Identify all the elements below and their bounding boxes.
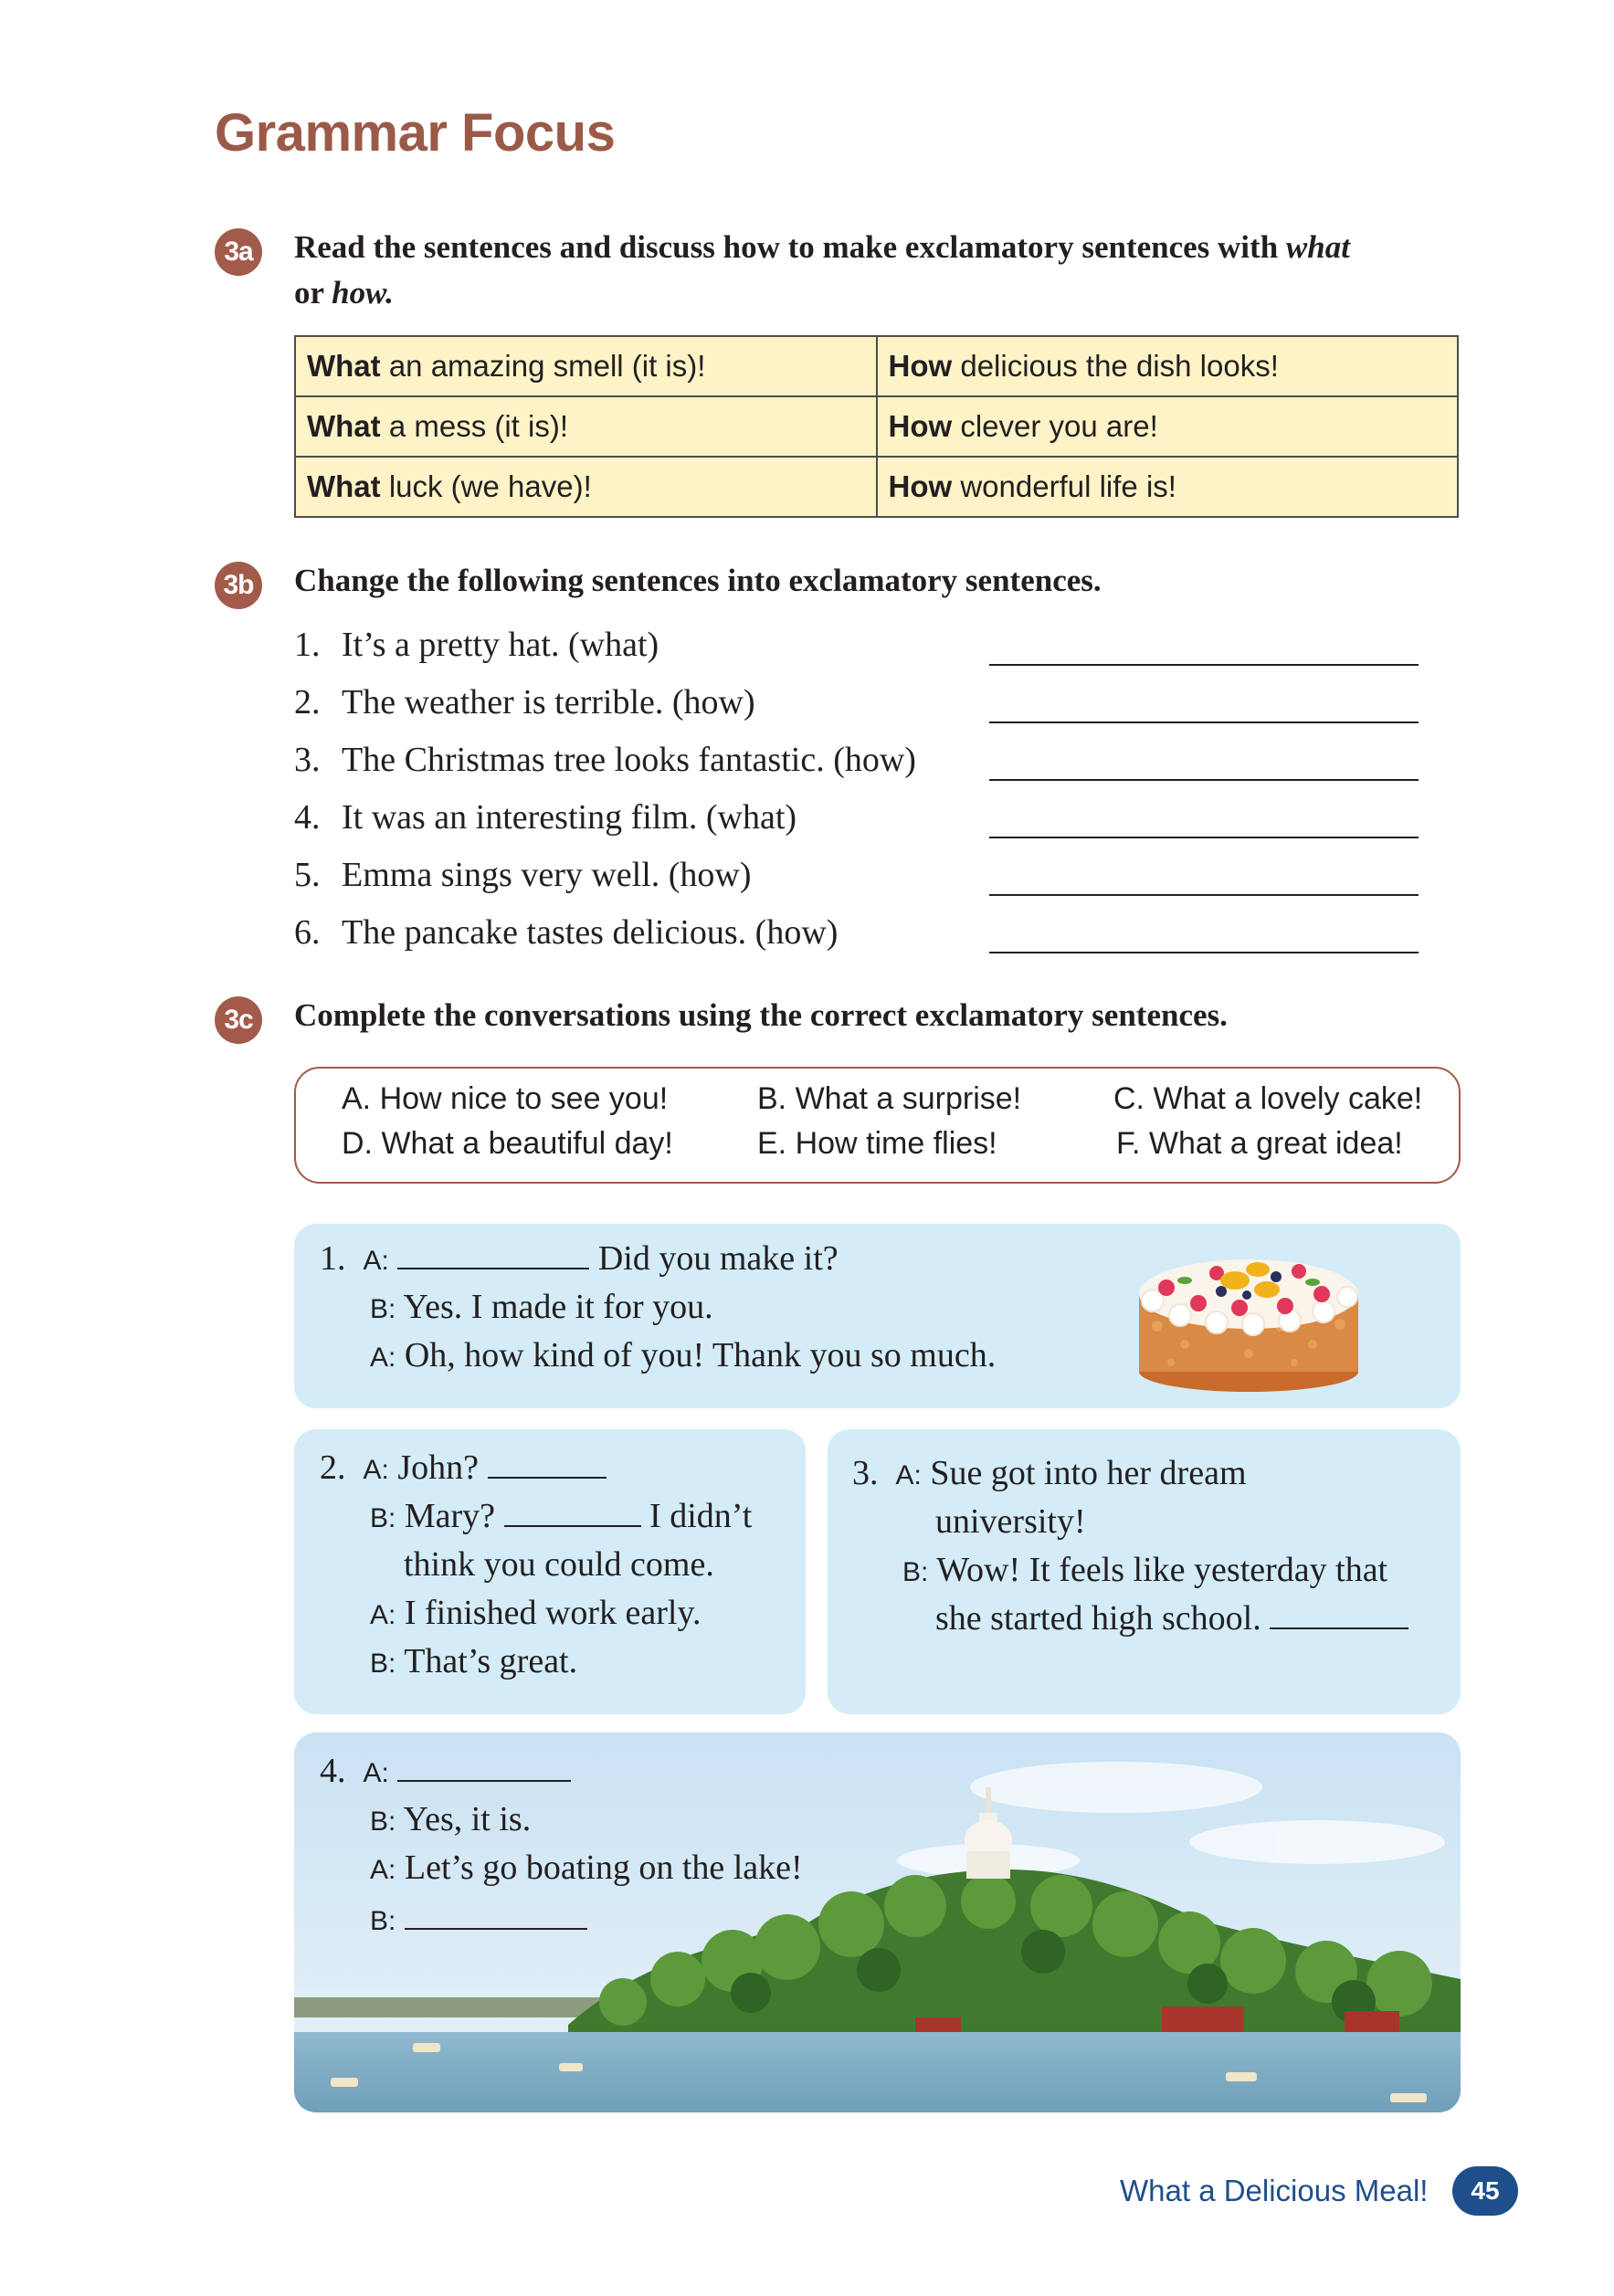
item-number: 4. xyxy=(294,798,321,837)
conversation-1-panel xyxy=(294,1224,1461,1408)
instruction-3a xyxy=(294,225,1482,316)
speaker-label: B: xyxy=(370,1294,396,1324)
conversation-2-panel xyxy=(294,1429,806,1714)
table-row xyxy=(295,457,1458,517)
conv1-line2 xyxy=(370,1287,713,1327)
table-cell xyxy=(877,396,1459,457)
list-item xyxy=(294,797,796,837)
option-text: How time flies! xyxy=(795,1126,997,1161)
conv-text: Oh, how kind of you! Thank you so much. xyxy=(404,1336,997,1374)
speaker-label: A: xyxy=(370,1600,396,1630)
item-text: The weather is terrible. (how) xyxy=(342,683,755,721)
conv1-line1 xyxy=(320,1238,839,1279)
bold-word: What xyxy=(307,409,381,443)
section-badge-3b: 3b xyxy=(215,562,262,609)
section-badge-3a: 3a xyxy=(215,228,262,276)
answer-line[interactable] xyxy=(989,837,1419,838)
option-label: C. xyxy=(1113,1081,1145,1116)
table-cell xyxy=(877,457,1459,517)
speaker-label: B: xyxy=(370,1648,396,1679)
instruction-3a-what: what xyxy=(1285,229,1350,265)
speaker-label: A: xyxy=(895,1460,922,1490)
cell-text: clever you are! xyxy=(952,409,1158,443)
conv3-line1-cont: university! xyxy=(935,1502,1086,1541)
item-text: The Christmas tree looks fantastic. (how) xyxy=(342,741,916,779)
bold-word: What xyxy=(307,469,381,503)
conv-number: 3. xyxy=(852,1454,879,1492)
speaker-label: B: xyxy=(370,1906,396,1936)
conv2-line2 xyxy=(370,1496,752,1536)
conv4-line1 xyxy=(320,1751,571,1791)
conv-text: That’s great. xyxy=(404,1642,578,1680)
conv-text: Yes. I made it for you. xyxy=(403,1288,713,1326)
option-d xyxy=(342,1126,673,1162)
footer-unit-title: What a Delicious Meal! xyxy=(1120,2174,1429,2207)
option-text: What a surprise! xyxy=(795,1081,1022,1116)
table-cell xyxy=(295,396,877,457)
conv1-line3 xyxy=(370,1335,996,1375)
conv-text: she started high school. xyxy=(935,1599,1261,1638)
item-text: It was an interesting film. (what) xyxy=(342,798,797,837)
examples-table xyxy=(294,335,1459,518)
cell-text: a mess (it is)! xyxy=(380,409,569,443)
cell-text: an amazing smell (it is)! xyxy=(380,349,706,383)
item-number: 6. xyxy=(294,913,321,952)
instruction-3a-or: or xyxy=(294,275,324,311)
option-text: What a beautiful day! xyxy=(381,1126,673,1161)
speaker-label: A: xyxy=(363,1758,389,1788)
item-number: 1. xyxy=(294,626,321,664)
option-b xyxy=(757,1081,1021,1117)
cell-text: delicious the dish looks! xyxy=(952,349,1279,383)
option-label: E. xyxy=(757,1126,787,1161)
bold-word: How xyxy=(888,409,953,443)
answer-blank[interactable] xyxy=(504,1500,641,1527)
answer-blank[interactable] xyxy=(1270,1602,1408,1629)
conv2-line1 xyxy=(320,1448,607,1488)
cake-icon xyxy=(1130,1224,1367,1399)
table-row xyxy=(295,336,1458,396)
instruction-3a-how: how. xyxy=(332,275,394,311)
conv3-line1 xyxy=(852,1453,1247,1493)
conv-text: Yes, it is. xyxy=(403,1800,532,1838)
conversation-4-panel xyxy=(294,1733,1461,2112)
bold-word: How xyxy=(888,469,953,503)
conv4-line2 xyxy=(370,1799,531,1839)
speaker-label: A: xyxy=(370,1855,396,1885)
list-item xyxy=(294,740,916,780)
conv-text: I finished work early. xyxy=(404,1594,702,1632)
conv3-line2 xyxy=(902,1550,1387,1590)
conv2-line2-cont: think you could come. xyxy=(404,1545,714,1584)
answer-blank[interactable] xyxy=(397,1242,589,1269)
conv4-line3 xyxy=(370,1848,803,1888)
list-item xyxy=(294,625,659,665)
option-text: What a great idea! xyxy=(1148,1126,1403,1161)
option-text: What a lovely cake! xyxy=(1153,1081,1423,1116)
conv-text: Did you make it? xyxy=(597,1239,839,1278)
page-title: Grammar Focus xyxy=(215,103,616,163)
conv4-line4 xyxy=(370,1899,587,1939)
list-item xyxy=(294,855,752,895)
conv-text: Mary? xyxy=(404,1497,496,1535)
conv3-line2-cont xyxy=(935,1598,1408,1638)
option-label: D. xyxy=(342,1126,373,1161)
option-e xyxy=(757,1126,997,1162)
option-text: How nice to see you! xyxy=(379,1081,669,1116)
option-label: A. xyxy=(342,1081,372,1116)
answer-line[interactable] xyxy=(989,664,1419,666)
item-number: 3. xyxy=(294,741,321,779)
conv2-line4 xyxy=(370,1641,577,1681)
conv2-line3 xyxy=(370,1593,702,1633)
conv-number: 2. xyxy=(320,1448,346,1487)
table-cell xyxy=(877,336,1459,396)
instruction-3b: Change the following sentences into exclamatory sentences. xyxy=(294,563,1102,598)
options-box xyxy=(294,1067,1461,1184)
bold-word: What xyxy=(307,349,381,383)
section-badge-3c: 3c xyxy=(215,996,262,1044)
item-text: Emma sings very well. (how) xyxy=(342,856,752,894)
option-c xyxy=(1113,1081,1422,1117)
item-number: 5. xyxy=(294,856,321,894)
conversation-3-panel xyxy=(828,1429,1461,1714)
answer-blank[interactable] xyxy=(405,1902,587,1930)
conv-number: 4. xyxy=(320,1752,346,1790)
page-number: 45 xyxy=(1452,2166,1518,2216)
option-a xyxy=(342,1081,668,1117)
conv-text: Sue got into her dream xyxy=(930,1454,1247,1492)
option-f xyxy=(1116,1126,1403,1162)
conv-number: 1. xyxy=(320,1239,346,1278)
bold-word: How xyxy=(888,349,953,383)
table-cell xyxy=(295,457,877,517)
speaker-label: B: xyxy=(902,1557,929,1587)
item-number: 2. xyxy=(294,683,321,721)
answer-line[interactable] xyxy=(989,779,1419,781)
speaker-label: B: xyxy=(370,1503,396,1533)
cell-text: wonderful life is! xyxy=(952,469,1176,503)
answer-line[interactable] xyxy=(989,721,1419,723)
answer-line[interactable] xyxy=(989,894,1419,896)
conv-text: Wow! It feels like yesterday that xyxy=(936,1551,1388,1589)
item-text: It’s a pretty hat. (what) xyxy=(342,626,659,664)
table-cell xyxy=(295,336,877,396)
cell-text: luck (we have)! xyxy=(380,469,592,503)
speaker-label: B: xyxy=(370,1806,396,1837)
answer-blank[interactable] xyxy=(488,1451,607,1479)
item-text: The pancake tastes delicious. (how) xyxy=(342,913,839,952)
option-label: B. xyxy=(757,1081,787,1116)
list-item xyxy=(294,682,755,722)
instruction-3c: Complete the conversations using the correct exclamatory sentences. xyxy=(294,997,1228,1033)
answer-blank[interactable] xyxy=(397,1754,571,1782)
speaker-label: A: xyxy=(363,1246,389,1276)
table-row xyxy=(295,396,1458,457)
conv-text: Let’s go boating on the lake! xyxy=(404,1848,803,1887)
answer-line[interactable] xyxy=(989,952,1419,953)
speaker-label: A: xyxy=(370,1343,396,1373)
option-label: F. xyxy=(1116,1126,1141,1161)
list-item xyxy=(294,912,838,953)
conv-text: I didn’t xyxy=(649,1497,753,1535)
instruction-3a-text: Read the sentences and discuss how to make exclamatory sentences with xyxy=(294,229,1279,265)
conv-text: John? xyxy=(397,1448,480,1487)
speaker-label: A: xyxy=(363,1455,389,1485)
